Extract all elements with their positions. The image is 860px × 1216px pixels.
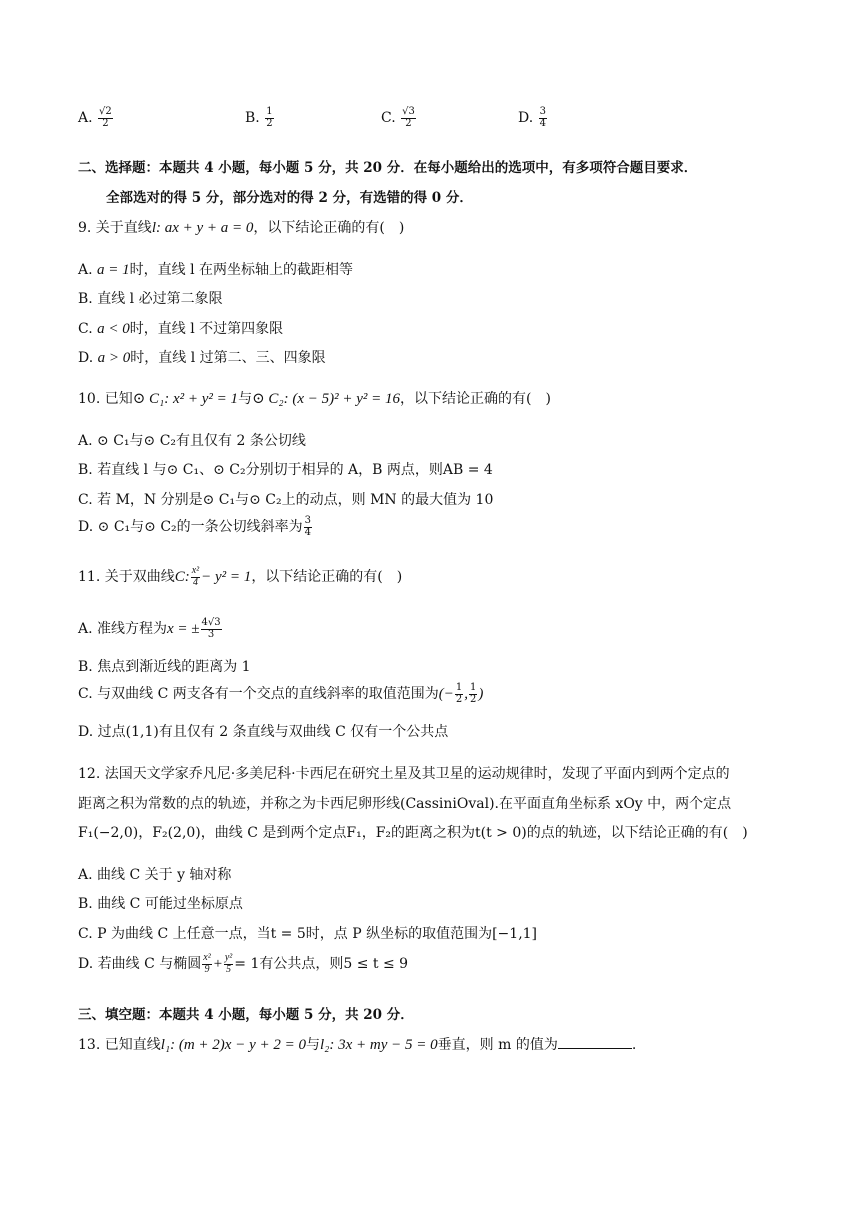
- frac-numerator: 1: [266, 106, 273, 117]
- q8-option-d: [518, 107, 548, 129]
- frac-numerator: √2: [99, 106, 112, 117]
- frac-denominator: 2: [455, 693, 463, 705]
- option-label: D.: [78, 350, 94, 366]
- option-text: 与双曲线 C 两支各有一个交点的直线斜率的取值范围为: [97, 686, 439, 702]
- q9-equation: l: ax + y + a = 0: [151, 220, 254, 236]
- option-label: D.: [78, 956, 94, 972]
- q13-mid: 与: [305, 1037, 320, 1053]
- option-text: 准线方程为: [97, 621, 168, 637]
- q10-circle-1: ⊙ C₁: x² + y² = 1: [132, 391, 239, 407]
- q9-option-c: [78, 318, 283, 338]
- option-label: D.: [518, 110, 534, 126]
- q9-option-a: [78, 259, 353, 279]
- q11-eq-rhs: − y² = 1: [201, 569, 252, 585]
- option-label: B.: [78, 896, 93, 912]
- option-label: B.: [78, 291, 93, 307]
- frac-numerator: 4√3: [201, 617, 221, 628]
- frac-numerator: y²: [224, 952, 233, 963]
- q10-suffix: ，以下结论正确的有( ): [400, 391, 551, 407]
- frac-denominator: 4: [304, 526, 312, 538]
- q12-option-d: [78, 953, 408, 975]
- q8-option-a: [78, 107, 114, 129]
- q12-option-c: [78, 923, 537, 943]
- q10-circle-2: ⊙ C₂: (x − 5)² + y² = 16: [252, 391, 401, 407]
- q11-option-a: [78, 618, 223, 640]
- frac-denominator: 3: [207, 628, 215, 640]
- frac-numerator: √3: [402, 106, 415, 117]
- plus-sign: +: [212, 956, 223, 972]
- option-text: 曲线 C 关于 y 轴对称: [97, 867, 232, 883]
- option-math: a = 1: [97, 262, 130, 278]
- q12-stem-line-2: 距离之积为常数的点的轨迹，并称之为卡西尼卵形线(CassiniOval).在平面直角坐标系 xOy 中，两个定点: [78, 796, 732, 812]
- frac-denominator: 2: [266, 117, 273, 129]
- q13-line-1: l₁: (m + 2)x − y + 2 = 0: [160, 1037, 306, 1053]
- option-math: a < 0: [97, 321, 130, 337]
- option-label: A.: [78, 262, 93, 278]
- option-text: ⊙ C₁与⊙ C₂的一条公切线斜率为: [97, 519, 303, 535]
- q10-option-a: [78, 430, 306, 450]
- q10-mid: 与: [238, 391, 253, 407]
- option-label: B.: [78, 659, 93, 675]
- option-text: ⊙ C₁与⊙ C₂有且仅有 2 条公切线: [97, 433, 306, 449]
- frac-denominator: 2: [470, 693, 477, 705]
- frac-denominator: 2: [405, 117, 412, 129]
- frac-numerator: 3: [304, 515, 312, 526]
- q11-eq-lhs: C:: [174, 569, 190, 585]
- frac-numerator: x²: [203, 952, 211, 963]
- q13-prefix: 13. 已知直线: [78, 1037, 161, 1053]
- option-text: 若 M，N 分别是⊙ C₁与⊙ C₂上的动点，则 MN 的最大值为 10: [97, 492, 494, 508]
- q13-end: .: [631, 1037, 637, 1053]
- q11-option-b: [78, 656, 251, 676]
- option-label: A.: [78, 621, 93, 637]
- option-label: B.: [245, 110, 260, 126]
- q11-suffix: ，以下结论正确的有( ): [251, 569, 403, 585]
- q9-stem: [78, 217, 404, 237]
- q9-option-d: [78, 347, 326, 367]
- q9-option-b: [78, 288, 223, 308]
- section-2-header: 二、选择题：本题共 4 小题，每小题 5 分，共 20 分．在每小题给出的选项中，有多项符合题目要求．: [78, 160, 698, 176]
- option-label: C.: [78, 321, 93, 337]
- q10-option-d: [78, 516, 313, 538]
- q11-prefix: 11. 关于双曲线: [78, 569, 175, 585]
- option-label: C.: [381, 110, 396, 126]
- q12-option-a: [78, 864, 231, 884]
- option-label: D.: [78, 724, 94, 740]
- option-label: B.: [78, 462, 93, 478]
- frac-denominator: 4: [539, 117, 547, 129]
- q9-prefix: 9. 关于直线: [78, 220, 152, 236]
- answer-blank[interactable]: [558, 1035, 632, 1049]
- option-text: 若曲线 C 与椭圆: [97, 956, 202, 972]
- range-separator: ,: [464, 686, 468, 702]
- option-label: A.: [78, 433, 93, 449]
- section-2-scoring: 全部选对的得 5 分，部分选对的得 2 分，有选错的得 0 分．: [106, 190, 473, 206]
- q11-stem: [78, 566, 402, 588]
- option-text: 过点(1,1)有且仅有 2 条直线与双曲线 C 仅有一个公共点: [97, 724, 449, 740]
- option-text: 时，直线 l 不过第四象限: [129, 321, 284, 337]
- q8-option-c: [381, 107, 417, 129]
- option-label: C.: [78, 686, 93, 702]
- option-label: C.: [78, 492, 93, 508]
- q10-option-c: [78, 489, 493, 509]
- section-3-header: 三、填空题：本题共 4 小题，每小题 5 分，共 20 分．: [78, 1007, 414, 1023]
- option-label: A.: [78, 867, 93, 883]
- option-text: 焦点到渐近线的距离为 1: [97, 659, 251, 675]
- frac-numerator: 3: [539, 106, 547, 117]
- frac-denominator: 5: [226, 963, 232, 975]
- q10-option-b: [78, 459, 493, 479]
- option-text: 直线 l 必过第二象限: [97, 291, 223, 307]
- q10-stem: [78, 388, 551, 408]
- q13-suffix: 垂直，则 m 的值为: [437, 1037, 558, 1053]
- q12-stem-line-3: F₁(−2,0)，F₂(2,0)，曲线 C 是到两个定点F₁，F₂的距离之积为t(t > 0)的点的轨迹，以下结论正确的有( ): [78, 825, 748, 841]
- range-open: (−: [438, 686, 454, 702]
- q8-option-b: [245, 107, 275, 129]
- option-text: P 为曲线 C 上任意一点，当t = 5时，点 P 纵坐标的取值范围为[−1,1]: [97, 926, 538, 942]
- option-text: 若直线 l 与⊙ C₁、⊙ C₂分别切于相异的 A，B 两点，则AB = 4: [97, 462, 493, 478]
- q12-option-b: [78, 893, 243, 913]
- q13-stem: [78, 1034, 636, 1054]
- frac-denominator: 2: [102, 117, 109, 129]
- frac-numerator: 1: [470, 682, 477, 693]
- option-text: 曲线 C 可能过坐标原点: [97, 896, 243, 912]
- option-label: D.: [78, 519, 94, 535]
- q11-option-d: [78, 721, 448, 741]
- option-label: C.: [78, 926, 93, 942]
- q12-stem-line-1: 12. 法国天文学家乔凡尼·多美尼科·卡西尼在研究土星及其卫星的运动规律时，发现了平面内到两个定点的: [78, 766, 730, 782]
- option-text-tail: = 1有公共点，则5 ≤ t ≤ 9: [234, 956, 409, 972]
- option-math: x = ±: [167, 621, 200, 637]
- option-math: a > 0: [97, 350, 131, 366]
- frac-denominator: 4: [192, 576, 198, 588]
- q13-line-2: l₂: 3x + my − 5 = 0: [319, 1037, 438, 1053]
- option-text: 时，直线 l 过第二、三、四象限: [130, 350, 326, 366]
- frac-denominator: 9: [204, 963, 210, 975]
- q11-option-c: [78, 683, 483, 705]
- q10-prefix: 10. 已知: [78, 391, 133, 407]
- q9-suffix: ，以下结论正确的有( ): [253, 220, 405, 236]
- option-text: 时，直线 l 在两坐标轴上的截距相等: [129, 262, 354, 278]
- option-label: A.: [78, 110, 93, 126]
- frac-numerator: 1: [455, 682, 463, 693]
- range-close: ): [478, 686, 484, 702]
- frac-numerator: x²: [191, 565, 200, 576]
